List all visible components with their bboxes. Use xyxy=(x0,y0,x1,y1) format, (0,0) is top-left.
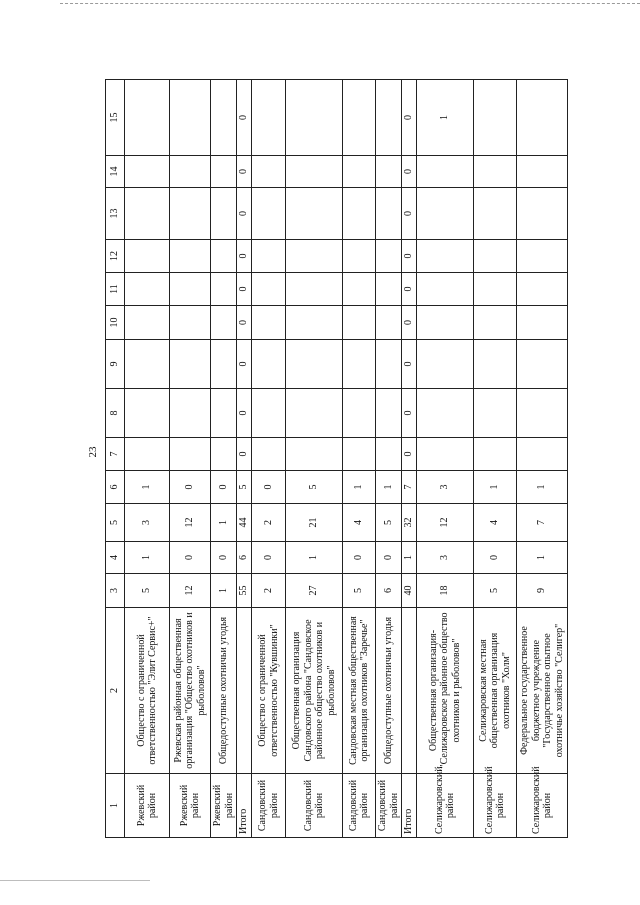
value-cell xyxy=(417,273,474,306)
value-cell xyxy=(125,389,170,438)
value-cell: 0 xyxy=(402,438,417,471)
district-cell: Ржевский район xyxy=(211,774,237,838)
value-cell xyxy=(286,156,343,188)
organization-cell: Общедоступные охотничьи угодья xyxy=(211,608,237,774)
value-cell xyxy=(474,389,517,438)
value-cell: 0 xyxy=(343,542,376,574)
table-row xyxy=(474,80,517,838)
table-row xyxy=(343,80,376,838)
value-cell: 5 xyxy=(343,574,376,608)
value-cell xyxy=(211,80,237,156)
district-cell: Ржевский район xyxy=(170,774,211,838)
column-header: 2 xyxy=(106,608,125,774)
value-cell: 0 xyxy=(237,306,252,340)
organization-cell: Общество с ограниченной ответственностью "Кувшинки" xyxy=(252,608,286,774)
value-cell xyxy=(252,80,286,156)
value-cell xyxy=(376,156,402,188)
district-cell: Сандовский район xyxy=(376,774,402,838)
value-cell: 0 xyxy=(402,340,417,389)
organization-cell xyxy=(237,608,252,774)
value-cell: 0 xyxy=(237,188,252,240)
value-cell: 0 xyxy=(237,80,252,156)
value-cell: 5 xyxy=(237,471,252,504)
value-cell: 27 xyxy=(286,574,343,608)
table-row xyxy=(125,80,170,838)
value-cell: 0 xyxy=(402,240,417,273)
value-cell xyxy=(125,156,170,188)
table-row xyxy=(211,80,237,838)
table-header-row xyxy=(106,80,125,838)
table-row xyxy=(237,80,252,838)
value-cell xyxy=(343,273,376,306)
organization-cell: Общество с ограниченной ответственностью "Элит Сервис+" xyxy=(125,608,170,774)
table-row xyxy=(252,80,286,838)
value-cell: 0 xyxy=(402,156,417,188)
value-cell xyxy=(517,306,568,340)
page-number: 23 xyxy=(87,446,99,458)
value-cell: 40 xyxy=(402,574,417,608)
value-cell: 21 xyxy=(286,504,343,542)
table-container xyxy=(105,80,565,838)
value-cell: 12 xyxy=(417,504,474,542)
value-cell xyxy=(170,438,211,471)
value-cell: 5 xyxy=(376,504,402,542)
value-cell xyxy=(125,306,170,340)
value-cell xyxy=(211,240,237,273)
value-cell xyxy=(170,306,211,340)
district-cell: Сандовский район xyxy=(252,774,286,838)
value-cell: 1 xyxy=(417,80,474,156)
value-cell xyxy=(474,340,517,389)
district-cell: Селижаровский район xyxy=(517,774,568,838)
value-cell xyxy=(252,240,286,273)
value-cell xyxy=(343,389,376,438)
value-cell xyxy=(343,438,376,471)
value-cell: 1 xyxy=(474,471,517,504)
value-cell xyxy=(376,188,402,240)
value-cell xyxy=(474,156,517,188)
organization-cell xyxy=(402,608,417,774)
column-header: 13 xyxy=(106,188,125,240)
district-cell: Итого xyxy=(402,774,417,838)
value-cell xyxy=(474,273,517,306)
value-cell: 5 xyxy=(125,574,170,608)
value-cell xyxy=(211,389,237,438)
value-cell xyxy=(417,389,474,438)
column-header: 12 xyxy=(106,240,125,273)
value-cell xyxy=(417,156,474,188)
value-cell xyxy=(517,389,568,438)
value-cell xyxy=(125,240,170,273)
table-row xyxy=(170,80,211,838)
value-cell xyxy=(376,240,402,273)
value-cell xyxy=(376,273,402,306)
column-header: 7 xyxy=(106,438,125,471)
value-cell xyxy=(211,188,237,240)
value-cell xyxy=(343,306,376,340)
value-cell xyxy=(517,188,568,240)
value-cell xyxy=(376,340,402,389)
value-cell: 55 xyxy=(237,574,252,608)
value-cell: 0 xyxy=(402,273,417,306)
value-cell xyxy=(170,389,211,438)
value-cell xyxy=(517,156,568,188)
value-cell xyxy=(286,438,343,471)
organization-cell: Сандовская местная общественная организация охотников "Заречье" xyxy=(343,608,376,774)
value-cell xyxy=(252,188,286,240)
value-cell: 1 xyxy=(402,542,417,574)
value-cell: 0 xyxy=(252,542,286,574)
value-cell: 44 xyxy=(237,504,252,542)
value-cell: 0 xyxy=(237,438,252,471)
district-cell: Селижаровский район xyxy=(474,774,517,838)
value-cell xyxy=(170,188,211,240)
column-header: 3 xyxy=(106,574,125,608)
table-row xyxy=(376,80,402,838)
organization-cell: Общественная организация- "Селижаровское районное общество охотников и рыболовов" xyxy=(417,608,474,774)
scan-edge-bottom xyxy=(0,880,150,881)
value-cell xyxy=(170,273,211,306)
value-cell xyxy=(517,273,568,306)
value-cell xyxy=(417,306,474,340)
value-cell xyxy=(211,438,237,471)
value-cell: 1 xyxy=(376,471,402,504)
value-cell xyxy=(252,156,286,188)
value-cell xyxy=(417,188,474,240)
value-cell xyxy=(125,438,170,471)
column-header: 8 xyxy=(106,389,125,438)
value-cell: 0 xyxy=(170,542,211,574)
value-cell xyxy=(211,340,237,389)
value-cell xyxy=(211,306,237,340)
value-cell: 0 xyxy=(474,542,517,574)
value-cell xyxy=(252,306,286,340)
column-header: 15 xyxy=(106,80,125,156)
value-cell xyxy=(252,438,286,471)
value-cell xyxy=(286,340,343,389)
value-cell: 0 xyxy=(237,340,252,389)
organization-cell: Ржевская районная общественная организация "Общество охотников и рыболовов" xyxy=(170,608,211,774)
value-cell xyxy=(211,156,237,188)
value-cell: 9 xyxy=(517,574,568,608)
value-cell xyxy=(343,240,376,273)
value-cell: 7 xyxy=(402,471,417,504)
value-cell xyxy=(252,273,286,306)
value-cell xyxy=(376,389,402,438)
value-cell xyxy=(125,80,170,156)
value-cell xyxy=(343,80,376,156)
scan-edge-top xyxy=(60,3,640,4)
value-cell xyxy=(474,438,517,471)
value-cell xyxy=(474,80,517,156)
table-row xyxy=(417,80,474,838)
table-row xyxy=(517,80,568,838)
value-cell xyxy=(170,80,211,156)
value-cell xyxy=(474,240,517,273)
value-cell: 1 xyxy=(125,542,170,574)
value-cell: 3 xyxy=(417,542,474,574)
district-cell: Итого xyxy=(237,774,252,838)
value-cell xyxy=(376,80,402,156)
value-cell xyxy=(125,340,170,389)
value-cell: 1 xyxy=(125,471,170,504)
value-cell xyxy=(376,438,402,471)
value-cell: 0 xyxy=(237,273,252,306)
value-cell: 0 xyxy=(402,188,417,240)
column-header: 9 xyxy=(106,340,125,389)
value-cell xyxy=(417,240,474,273)
value-cell: 0 xyxy=(211,542,237,574)
value-cell: 1 xyxy=(211,504,237,542)
organization-cell: Общественная организация Сандовского района "Сандовское районное общество охотников и рыболовов" xyxy=(286,608,343,774)
value-cell: 0 xyxy=(402,389,417,438)
value-cell: 0 xyxy=(237,240,252,273)
column-header: 14 xyxy=(106,156,125,188)
value-cell xyxy=(417,438,474,471)
value-cell: 6 xyxy=(237,542,252,574)
district-cell: Ржевский район xyxy=(125,774,170,838)
value-cell: 2 xyxy=(252,504,286,542)
value-cell: 12 xyxy=(170,504,211,542)
value-cell: 2 xyxy=(252,574,286,608)
value-cell xyxy=(517,438,568,471)
value-cell: 3 xyxy=(417,471,474,504)
value-cell xyxy=(252,389,286,438)
value-cell xyxy=(474,188,517,240)
value-cell xyxy=(286,240,343,273)
value-cell: 0 xyxy=(252,471,286,504)
column-header: 11 xyxy=(106,273,125,306)
value-cell xyxy=(286,188,343,240)
organization-cell: Общедоступные охотничьи угодья xyxy=(376,608,402,774)
column-header: 6 xyxy=(106,471,125,504)
district-cell: Сандовский район xyxy=(343,774,376,838)
value-cell: 1 xyxy=(286,542,343,574)
column-header: 5 xyxy=(106,504,125,542)
table-row xyxy=(286,80,343,838)
organization-cell: Федеральное государственное бюджетное учреждение "Государственное опытное охотничье хозяйство "Селигер" xyxy=(517,608,568,774)
value-cell xyxy=(286,389,343,438)
value-cell xyxy=(286,80,343,156)
value-cell: 5 xyxy=(286,471,343,504)
value-cell: 6 xyxy=(376,574,402,608)
value-cell xyxy=(286,306,343,340)
value-cell: 1 xyxy=(211,574,237,608)
value-cell: 0 xyxy=(237,156,252,188)
value-cell: 3 xyxy=(125,504,170,542)
value-cell xyxy=(474,306,517,340)
value-cell xyxy=(517,340,568,389)
value-cell: 7 xyxy=(517,504,568,542)
value-cell xyxy=(211,273,237,306)
value-cell xyxy=(170,156,211,188)
value-cell xyxy=(286,273,343,306)
value-cell xyxy=(517,80,568,156)
value-cell: 18 xyxy=(417,574,474,608)
value-cell xyxy=(376,306,402,340)
value-cell xyxy=(252,340,286,389)
value-cell: 1 xyxy=(517,542,568,574)
value-cell: 5 xyxy=(474,574,517,608)
value-cell xyxy=(343,156,376,188)
value-cell xyxy=(343,340,376,389)
value-cell: 1 xyxy=(517,471,568,504)
value-cell: 0 xyxy=(237,389,252,438)
value-cell xyxy=(417,340,474,389)
value-cell xyxy=(125,273,170,306)
organization-cell: Селижаровская местная общественная организация охотников "Холм" xyxy=(474,608,517,774)
value-cell: 0 xyxy=(402,80,417,156)
value-cell: 0 xyxy=(211,471,237,504)
value-cell: 32 xyxy=(402,504,417,542)
value-cell xyxy=(170,340,211,389)
column-header: 1 xyxy=(106,774,125,838)
value-cell: 4 xyxy=(343,504,376,542)
hunting-grounds-table xyxy=(105,79,568,838)
value-cell xyxy=(125,188,170,240)
district-cell: Сандовский район xyxy=(286,774,343,838)
value-cell: 0 xyxy=(170,471,211,504)
column-header: 4 xyxy=(106,542,125,574)
district-cell: Селижаровский район xyxy=(417,774,474,838)
value-cell xyxy=(343,188,376,240)
value-cell xyxy=(517,240,568,273)
value-cell: 1 xyxy=(343,471,376,504)
column-header: 10 xyxy=(106,306,125,340)
value-cell: 12 xyxy=(170,574,211,608)
table-row xyxy=(402,80,417,838)
value-cell: 4 xyxy=(474,504,517,542)
value-cell xyxy=(170,240,211,273)
value-cell: 0 xyxy=(402,306,417,340)
value-cell: 0 xyxy=(376,542,402,574)
